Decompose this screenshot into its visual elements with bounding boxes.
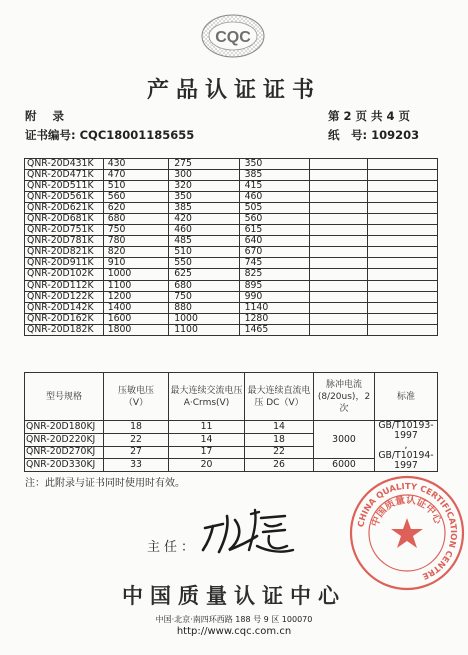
varistor-voltage-cell: 910 [103, 258, 169, 269]
varistor-voltage-cell: 1100 [103, 280, 169, 291]
dc-voltage-cell: 14 [245, 421, 314, 434]
varistor-voltage-cell: 1800 [103, 324, 169, 335]
ac-voltage-cell: 300 [169, 170, 239, 181]
header-dc-voltage: 最大连续直流电压 DC（V） [245, 373, 314, 421]
empty-cell [367, 324, 437, 335]
table-header-row [25, 373, 438, 421]
dc-voltage-cell: 350 [239, 159, 309, 170]
ac-voltage-cell: 17 [169, 446, 245, 459]
director-label: 主任： [147, 540, 199, 555]
model-cell: QNR-20D122K [25, 291, 104, 302]
standard-line: GB/T10193-1997 [378, 420, 434, 441]
empty-cell [367, 269, 437, 280]
issuer-website: http://www.cqc.com.cn [176, 626, 292, 637]
model-cell: QNR-20D431K [25, 159, 104, 170]
table-row [25, 421, 438, 434]
ac-voltage-cell: 550 [169, 258, 239, 269]
appendix-label: 附录 [25, 109, 80, 123]
model-cell: QNR-20D471K [25, 170, 104, 181]
model-cell: QNR-20D220KJ [25, 433, 104, 446]
model-cell: QNR-20D142K [25, 302, 104, 313]
model-cell: QNR-20D621K [25, 203, 104, 214]
empty-cell [367, 302, 437, 313]
empty-cell [309, 192, 367, 203]
varistor-voltage-cell: 33 [104, 459, 169, 472]
dc-voltage-cell: 415 [239, 181, 309, 192]
empty-cell [309, 258, 367, 269]
table-row [25, 236, 438, 247]
model-cell: QNR-20D781K [25, 236, 104, 247]
table-row [25, 159, 438, 170]
seal-outer-text: CHINA QUALITY CERTIFICATION CENTRE [355, 480, 460, 582]
table-row [25, 170, 438, 181]
dc-voltage-cell: 460 [239, 192, 309, 203]
empty-cell [367, 181, 437, 192]
empty-cell [367, 247, 437, 258]
dc-voltage-cell: 825 [239, 269, 309, 280]
empty-cell [367, 236, 437, 247]
ac-voltage-cell: 485 [169, 236, 239, 247]
certificate-title: 产品认证证书 [146, 78, 321, 103]
varistor-voltage-cell: 1200 [103, 291, 169, 302]
model-cell: QNR-20D561K [25, 192, 104, 203]
empty-cell [309, 313, 367, 324]
cqc-logo [200, 13, 266, 59]
pulse-current-cell: 6000 [314, 459, 375, 472]
header-standard: 标准 [375, 373, 438, 421]
varistor-voltage-cell: 1600 [103, 313, 169, 324]
ac-voltage-cell: 460 [169, 225, 239, 236]
table-row [25, 302, 438, 313]
ac-voltage-cell: 880 [169, 302, 239, 313]
table-row [25, 291, 438, 302]
varistor-voltage-cell: 1400 [103, 302, 169, 313]
empty-cell [367, 225, 437, 236]
paper-number: 纸 号: 109203 [328, 128, 420, 142]
varistor-voltage-cell: 470 [103, 170, 169, 181]
dc-voltage-cell: 505 [239, 203, 309, 214]
empty-cell [309, 236, 367, 247]
model-table-2 [24, 372, 438, 472]
validity-note: 注：此附录与证书同时使用时有效。 [25, 478, 185, 489]
ac-voltage-cell: 510 [169, 247, 239, 258]
dc-voltage-cell: 640 [239, 236, 309, 247]
ac-voltage-cell: 680 [169, 280, 239, 291]
ac-voltage-cell: 385 [169, 203, 239, 214]
empty-cell [309, 214, 367, 225]
varistor-voltage-cell: 430 [103, 159, 169, 170]
empty-cell [309, 291, 367, 302]
empty-cell [367, 192, 437, 203]
table-row [25, 225, 438, 236]
empty-cell [309, 280, 367, 291]
certificate-number: 证书编号: CQC18001185655 [25, 128, 195, 142]
dc-voltage-cell: 895 [239, 280, 309, 291]
dc-voltage-cell: 670 [239, 247, 309, 258]
varistor-voltage-cell: 750 [103, 225, 169, 236]
dc-voltage-cell: 385 [239, 170, 309, 181]
empty-cell [309, 302, 367, 313]
dc-voltage-cell: 1465 [239, 324, 309, 335]
table-row [25, 269, 438, 280]
dc-voltage-cell: 1140 [239, 302, 309, 313]
empty-cell [367, 280, 437, 291]
header-model: 型号规格 [25, 373, 104, 421]
varistor-voltage-cell: 780 [103, 236, 169, 247]
varistor-voltage-cell: 27 [104, 446, 169, 459]
model-cell: QNR-20D511K [25, 181, 104, 192]
standard-line: , [404, 440, 408, 451]
ac-voltage-cell: 275 [169, 159, 239, 170]
varistor-voltage-cell: 820 [103, 247, 169, 258]
header-ac-voltage: 最大连续交流电压 A·Crms(V) [169, 373, 245, 421]
empty-cell [309, 247, 367, 258]
varistor-voltage-cell: 1000 [103, 269, 169, 280]
issuer-name: 中国质量认证中心 [122, 584, 346, 608]
varistor-voltage-cell: 510 [103, 181, 169, 192]
ac-voltage-cell: 11 [169, 421, 245, 434]
ac-voltage-cell: 320 [169, 181, 239, 192]
empty-cell [309, 159, 367, 170]
table-row [25, 181, 438, 192]
empty-cell [367, 203, 437, 214]
pulse-current-cell: 3000 [314, 421, 375, 459]
empty-cell [309, 170, 367, 181]
table-row [25, 280, 438, 291]
empty-cell [367, 214, 437, 225]
ac-voltage-cell: 1100 [169, 324, 239, 335]
dc-voltage-cell: 26 [245, 459, 314, 472]
varistor-voltage-cell: 18 [104, 421, 169, 434]
page-info: 第 2 页 共 4 页 [328, 109, 411, 123]
empty-cell [309, 203, 367, 214]
seal-star-icon [391, 518, 423, 548]
dc-voltage-cell: 745 [239, 258, 309, 269]
model-cell: QNR-20D821K [25, 247, 104, 258]
model-cell: QNR-20D112K [25, 280, 104, 291]
ac-voltage-cell: 1000 [169, 313, 239, 324]
varistor-voltage-cell: 680 [103, 214, 169, 225]
dc-voltage-cell: 560 [239, 214, 309, 225]
empty-cell [309, 269, 367, 280]
model-cell: QNR-20D751K [25, 225, 104, 236]
empty-cell [309, 225, 367, 236]
issuer-address: 中国·北京·南四环西路 188 号 9 区 100070 [155, 615, 313, 624]
standard-cell [375, 421, 438, 472]
model-cell: QNR-20D162K [25, 313, 104, 324]
model-cell: QNR-20D270KJ [25, 446, 104, 459]
ac-voltage-cell: 420 [169, 214, 239, 225]
empty-cell [367, 291, 437, 302]
standard-line: GB/T10194-1997 [378, 450, 434, 471]
model-table-1 [24, 158, 438, 336]
certification-seal [348, 474, 466, 592]
dc-voltage-cell: 22 [245, 446, 314, 459]
model-cell: QNR-20D180KJ [25, 421, 104, 434]
director-signature [199, 506, 295, 560]
model-cell: QNR-20D330KJ [25, 459, 104, 472]
dc-voltage-cell: 615 [239, 225, 309, 236]
logo-text: CQC [215, 29, 251, 46]
empty-cell [367, 258, 437, 269]
model-cell: QNR-20D911K [25, 258, 104, 269]
header-pulse-current: 脉冲电流(8/20us)，2次 [314, 373, 375, 421]
empty-cell [309, 181, 367, 192]
ac-voltage-cell: 14 [169, 433, 245, 446]
empty-cell [309, 324, 367, 335]
table-row [25, 258, 438, 269]
table-row [25, 313, 438, 324]
ac-voltage-cell: 20 [169, 459, 245, 472]
table-row [25, 247, 438, 258]
table-row [25, 203, 438, 214]
varistor-voltage-cell: 560 [103, 192, 169, 203]
ac-voltage-cell: 625 [169, 269, 239, 280]
ac-voltage-cell: 750 [169, 291, 239, 302]
header-varistor-voltage: 压敏电压（V） [104, 373, 169, 421]
seal-inner-text: 中国质量认证中心 [369, 494, 444, 529]
varistor-voltage-cell: 22 [104, 433, 169, 446]
dc-voltage-cell: 990 [239, 291, 309, 302]
varistor-voltage-cell: 620 [103, 203, 169, 214]
empty-cell [367, 170, 437, 181]
empty-cell [367, 313, 437, 324]
table-row [25, 192, 438, 203]
table-row [25, 214, 438, 225]
model-cell: QNR-20D182K [25, 324, 104, 335]
empty-cell [367, 159, 437, 170]
ac-voltage-cell: 350 [169, 192, 239, 203]
dc-voltage-cell: 1280 [239, 313, 309, 324]
model-cell: QNR-20D681K [25, 214, 104, 225]
table-row [25, 324, 438, 335]
model-cell: QNR-20D102K [25, 269, 104, 280]
dc-voltage-cell: 18 [245, 433, 314, 446]
